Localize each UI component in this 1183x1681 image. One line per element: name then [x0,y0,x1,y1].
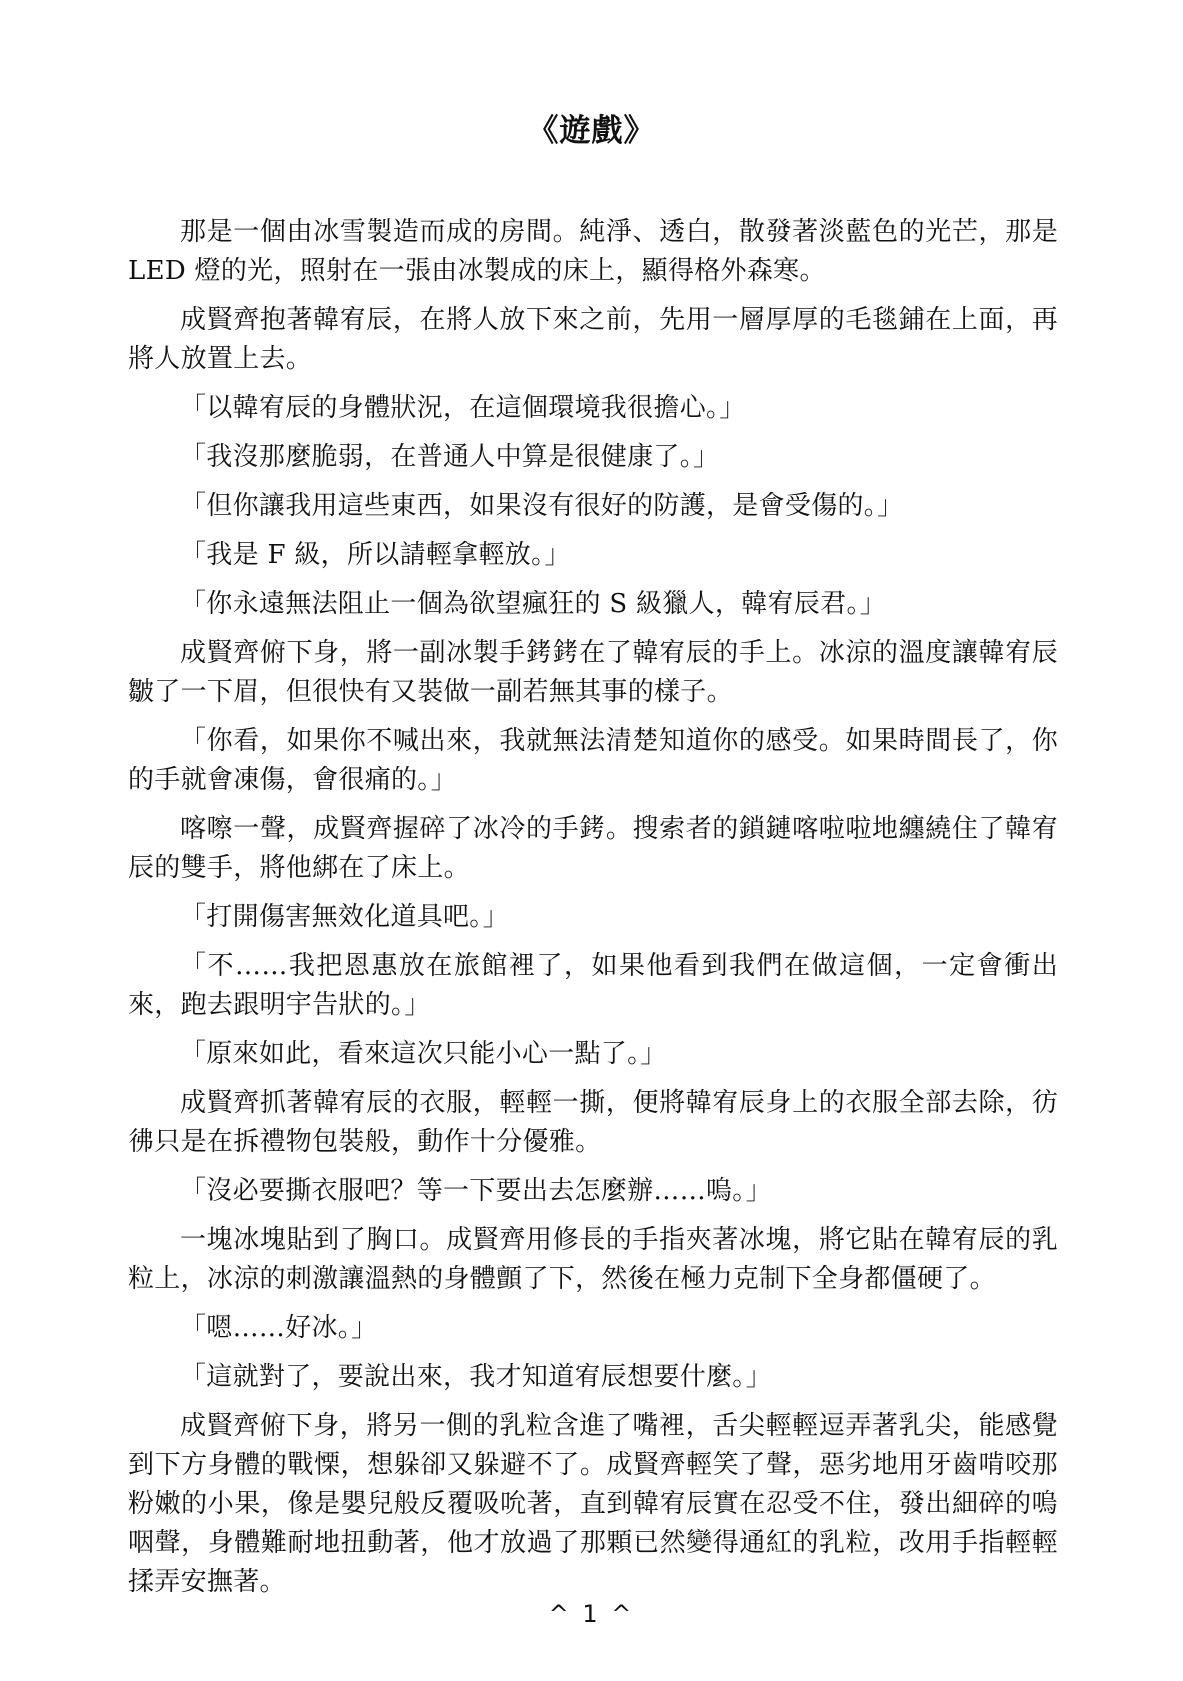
paragraph: 「但你讓我用這些東西，如果沒有很好的防護，是會受傷的。」 [180,491,904,521]
paragraph: 「打開傷害無效化道具吧。」 [180,902,509,932]
paragraph: 「我是 F 級，所以請輕拿輕放。」 [180,540,571,570]
paragraph: 成賢齊抓著韓宥辰的衣服，輕輕一撕，便將韓宥辰身上的衣服全部去除，彷彿只是在拆禮物包裝般，動作十分優雅。 [128,1088,1058,1157]
paragraph: 「不……我把恩惠放在旅館裡了，如果他看到我們在做這個，一定會衝出來，跑去跟明宇告狀的。」 [128,951,1058,1020]
paragraph: 「你永遠無法阻止一個為欲望瘋狂的 S 級獵人，韓宥辰君。」 [180,589,887,619]
paragraph: 「這就對了，要說出來，我才知道宥辰想要什麼。」 [180,1362,772,1392]
page-number: ^ 1 ^ [548,1600,635,1628]
paragraph: 「原來如此，看來這次只能小心一點了。」 [180,1039,667,1069]
paragraph: 成賢齊俯下身，將另一側的乳粒含進了嘴裡，舌尖輕輕逗弄著乳尖，能感覺到下方身體的戰慄，想躲卻又躲避不了。成賢齊輕笑了聲，惡劣地用牙齒啃咬那粉嫩的小果，像是嬰兒般反覆吸吮著，直到韓宥辰實在忍受不住，發出細碎的嗚咽聲，身體難耐地扭動著，他才放過了那顆已然變得通紅的乳粒，改用手指輕輕揉弄安撫著。 [128,1411,1058,1597]
paragraph: 那是一個由冰雪製造而成的房間。純淨、透白，散發著淡藍色的光芒，那是 LED 燈的光，照射在一張由冰製成的床上，顯得格外森寒。 [128,217,1058,286]
document-body [128,213,1058,1612]
paragraph: 「你看，如果你不喊出來，我就無法清楚知道你的感受。如果時間長了，你的手就會凍傷，會很痛的。」 [128,726,1058,795]
paragraph: 成賢齊抱著韓宥辰，在將人放下來之前，先用一層厚厚的毛毯鋪在上面，再將人放置上去。 [128,305,1058,374]
paragraph: 「沒必要撕衣服吧？等一下要出去怎麼辦……嗚。」 [180,1176,772,1206]
paragraph: 喀嚓一聲，成賢齊握碎了冰冷的手銬。搜索者的鎖鏈喀啦啦地纏繞住了韓宥辰的雙手，將他綁在了床上。 [128,814,1058,883]
paragraph: 成賢齊俯下身，將一副冰製手銬銬在了韓宥辰的手上。冰涼的溫度讓韓宥辰皺了一下眉，但很快有又裝做一副若無其事的樣子。 [128,638,1058,707]
paragraph: 「我沒那麼脆弱，在普通人中算是很健康了。」 [180,442,720,472]
paragraph: 「以韓宥辰的身體狀況，在這個環境我很擔心。」 [180,393,746,423]
document-title: 《遊戲》 [527,113,656,149]
paragraph: 「嗯……好冰。」 [180,1313,378,1343]
paragraph: 一塊冰塊貼到了胸口。成賢齊用修長的手指夾著冰塊，將它貼在韓宥辰的乳粒上，冰涼的刺激讓溫熱的身體顫了下，然後在極力克制下全身都僵硬了。 [128,1225,1058,1294]
